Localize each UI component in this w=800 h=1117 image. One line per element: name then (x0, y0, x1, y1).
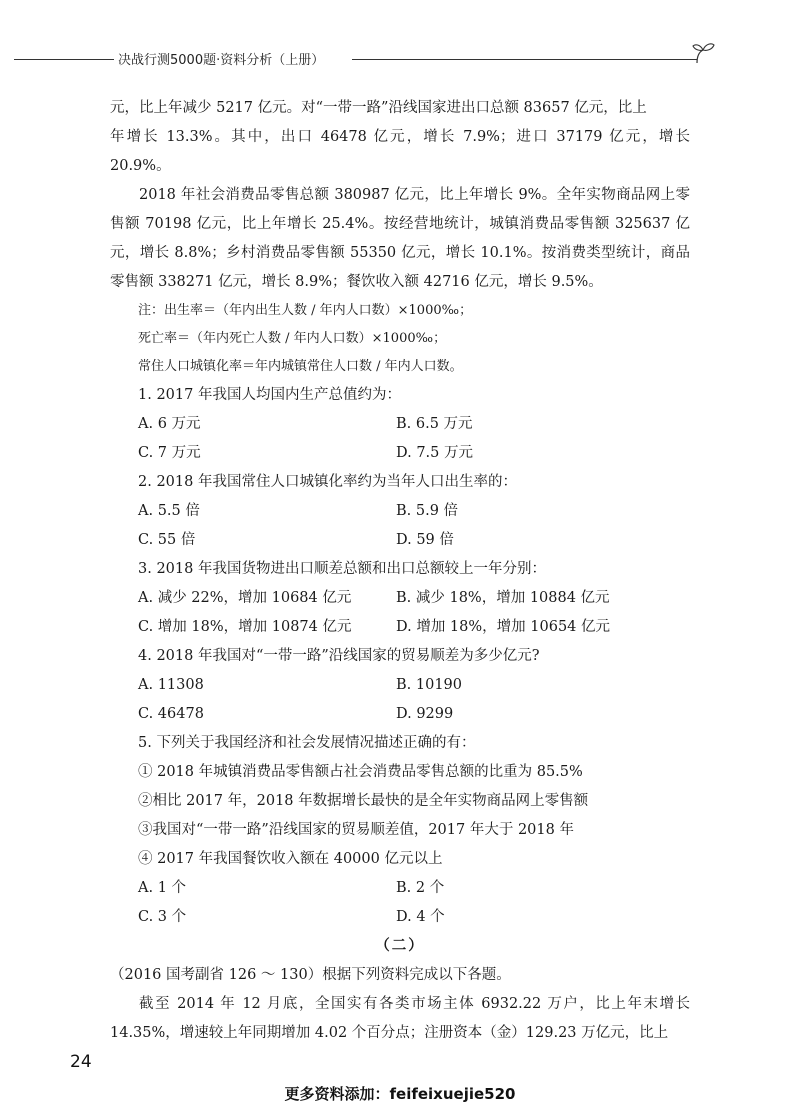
sprout-icon (690, 40, 716, 64)
paragraph-retail: 2018 年社会消费品零售总额 380987 亿元，比上年增长 9%。全年实物商品网上零售额 70198 亿元，比上年增长 25.4%。按经营地统计，城镇消费品零售额 325637 亿元，增长 8.8%；乡村消费品零售额 55350 亿元，增长 10.1%。按消费类型统计，商品零售额 338271 亿元，增长 8.9%；餐饮收入额 42716 亿元，增长 9.5%。 (110, 187, 690, 290)
option-b: B. 减少 18%，增加 10884 亿元 (396, 590, 610, 606)
option-d: D. 59 倍 (396, 532, 454, 548)
option-b: B. 2 个 (396, 880, 445, 896)
statement-2: ②相比 2017 年，2018 年数据增长最快的是全年实物商品网上零售额 (138, 793, 589, 809)
running-header (14, 46, 704, 72)
book-title: 决战行测5000题·资料分析（上册） (118, 53, 325, 68)
option-d: D. 7.5 万元 (396, 445, 473, 461)
option-c: C. 3 个 (138, 909, 187, 925)
note-death-rate: 死亡率＝（年内死亡人数 / 年内人口数）×1000‰； (138, 331, 447, 346)
question-2: 2. 2018 年我国常住人口城镇化率约为当年人口出生率的： (138, 474, 517, 490)
note-urbanization-rate: 常住人口城镇化率＝年内城镇常住人口数 / 年内人口数。 (138, 359, 463, 374)
section-source: （2016 国考副省 126 ～ 130）根据下列资料完成以下各题。 (110, 967, 511, 983)
statement-4: ④ 2017 年我国餐饮收入额在 40000 亿元以上 (138, 851, 443, 867)
question-2-options (110, 497, 690, 555)
header-rule-left (14, 59, 114, 60)
option-c: C. 46478 (138, 706, 204, 722)
question-4-options (110, 671, 690, 729)
option-a: A. 5.5 倍 (138, 503, 200, 519)
question-4: 4. 2018 年我国对“一带一路”沿线国家的贸易顺差为多少亿元? (138, 648, 540, 664)
paragraph-continued-line2: 年增长 13.3%。其中，出口 46478 亿元，增长 7.9%；进口 37179 亿元，增长 20.9%。 (110, 129, 690, 174)
option-c: C. 增加 18%，增加 10874 亿元 (138, 619, 352, 635)
question-5: 5. 下列关于我国经济和社会发展情况描述正确的有： (138, 735, 476, 751)
page-number: 24 (70, 1052, 92, 1072)
option-d: D. 9299 (396, 706, 454, 722)
statement-1: ① 2018 年城镇消费品零售额占社会消费品零售总额的比重为 85.5% (138, 764, 583, 780)
question-5-options (110, 874, 690, 932)
header-rule-right (352, 59, 697, 60)
option-b: B. 6.5 万元 (396, 416, 473, 432)
paragraph-continued-line1: 元，比上年减少 5217 亿元。对“一带一路”沿线国家进出口总额 83657 亿元，比上 (110, 100, 647, 116)
option-b: B. 5.9 倍 (396, 503, 459, 519)
option-d: D. 增加 18%，增加 10654 亿元 (396, 619, 611, 635)
note-birth-rate: 注：出生率＝（年内出生人数 / 年内人口数）×1000‰； (138, 303, 473, 318)
section-title: （二） (375, 938, 425, 954)
question-3: 3. 2018 年我国货物进出口顺差总额和出口总额较上一年分别： (138, 561, 546, 577)
statement-3: ③我国对“一带一路”沿线国家的贸易顺差值，2017 年大于 2018 年 (138, 822, 574, 838)
option-a: A. 减少 22%，增加 10684 亿元 (138, 590, 352, 606)
question-1: 1. 2017 年我国人均国内生产总值约为： (138, 387, 401, 403)
option-d: D. 4 个 (396, 909, 445, 925)
question-1-options (110, 410, 690, 468)
option-b: B. 10190 (396, 677, 463, 693)
page-content (110, 94, 690, 1048)
option-a: A. 1 个 (138, 880, 187, 896)
option-c: C. 7 万元 (138, 445, 201, 461)
option-a: A. 11308 (138, 677, 204, 693)
watermark-text: 更多资料添加：feifeixuejie520 (284, 1085, 516, 1103)
question-3-options (110, 584, 690, 642)
option-a: A. 6 万元 (138, 416, 201, 432)
section-paragraph: 截至 2014 年 12 月底，全国实有各类市场主体 6932.22 万户，比上年末增长 14.35%，增速较上年同期增加 4.02 个百分点；注册资本（金）129.23 万亿元，比上 (110, 996, 690, 1041)
option-c: C. 55 倍 (138, 532, 196, 548)
